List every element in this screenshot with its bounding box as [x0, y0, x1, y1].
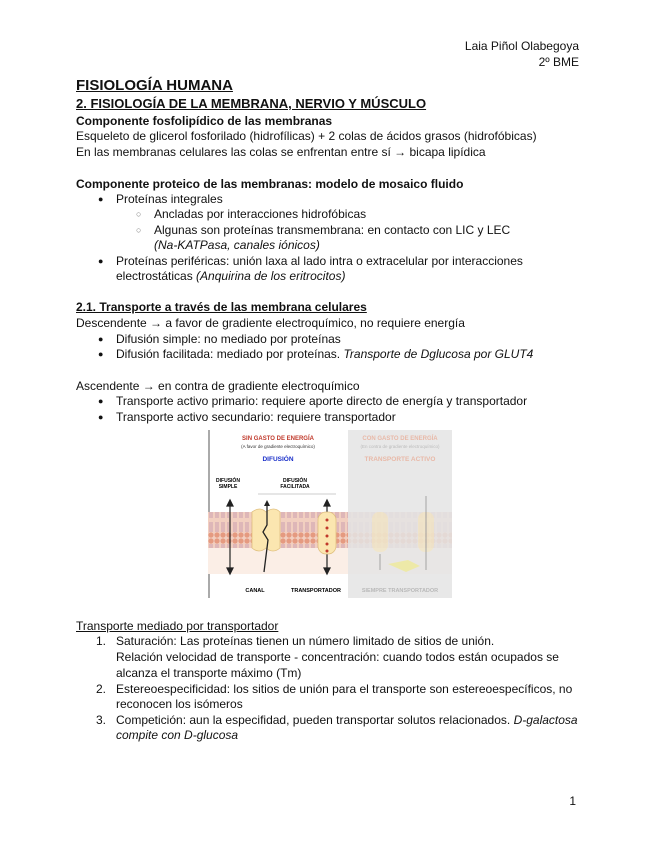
list-example: (Na-KATPasa, canales iónicos): [154, 238, 320, 252]
doc-title: FISIOLOGÍA HUMANA: [76, 77, 233, 94]
list-item: Estereoespecificidad: los sitios de unión para el transporte son estereoespecíficos, no: [116, 682, 573, 696]
bullet: ●: [98, 334, 104, 344]
list-item: Relación velocidad de transporte - concentración: cuando todos están ocupados se: [116, 650, 559, 664]
sub-bullet: ○: [136, 225, 142, 235]
subsection-title: 2.1. Transporte a través de las membrana celulares: [76, 300, 367, 314]
figure-label: FACILITADA: [280, 484, 310, 490]
text: Ascendente → en contra de gradiente electroquímico: [76, 379, 360, 393]
list-item: Transporte activo secundario: requiere transportador: [116, 410, 396, 424]
author: Laia Piñol Olabegoya: [464, 39, 579, 53]
list-item: alcanza el transporte máximo (Tm): [116, 666, 302, 680]
list-number: 2.: [96, 682, 107, 696]
list-item: Proteínas periféricas: unión laxa al lado intra o extracelular por interacciones: [116, 254, 523, 268]
figure-label: SIMPLE: [218, 484, 238, 490]
sub-bullet: ○: [136, 209, 142, 219]
bullet: ●: [98, 194, 104, 204]
course: 2º BME: [538, 55, 579, 69]
list-number: 3.: [96, 713, 107, 727]
figure-label: DIFUSIÓN: [216, 478, 240, 484]
list-example: D-galactosa: [513, 713, 578, 727]
list-item: Saturación: Las proteínas tienen un número limitado de sitios de unión.: [116, 634, 495, 648]
list-number: 1.: [96, 634, 107, 648]
figure-label-activo: TRANSPORTE ACTIVO: [364, 456, 436, 463]
page-number: 1: [569, 794, 576, 808]
figure-label-difusion: DIFUSIÓN: [262, 456, 294, 463]
list-item: Transporte activo primario: requiere aporte directo de energía y transportador: [116, 394, 528, 408]
bullet: ●: [98, 396, 104, 406]
bullet: ●: [98, 349, 104, 359]
list-item: Algunas son proteínas transmembrana: en contacto con LIC y LEC: [154, 223, 511, 237]
text: Competición: aun la especifidad, pueden transportar solutos relacionados.: [116, 713, 514, 727]
fosfo-line: Esqueleto de glicerol fosforilado (hidrofílicas) + 2 colas de ácidos grasos (hidrofóbicas): [76, 129, 537, 143]
figure-label-sin-gasto: SIN GASTO DE ENERGÍA: [242, 436, 314, 442]
mediado-heading: Transporte mediado por transportador: [76, 619, 279, 633]
figure-label-siempre: SIEMPRE TRANSPORTADOR: [361, 588, 439, 594]
list-item: reconocen los isómeros: [116, 697, 243, 711]
text: Descendente → a favor de gradiente electroquímico, no requiere energía: [76, 316, 465, 330]
text: electrostáticas: [116, 269, 197, 283]
list-item: Proteínas integrales: [116, 192, 223, 206]
proteico-heading: Componente proteico de las membranas: modelo de mosaico fluido: [76, 177, 464, 191]
figure-label: (En contra de gradiente electroquímico): [360, 444, 440, 449]
list-example: (Anquirina de los eritrocitos): [196, 269, 346, 283]
list-item: Ancladas por interacciones hidrofóbicas: [154, 207, 367, 221]
figure-label: DIFUSIÓN: [283, 478, 307, 484]
text: Difusión facilitada: mediado por proteínas.: [116, 347, 344, 361]
bullet: ●: [98, 256, 104, 266]
list-item: [116, 712, 578, 728]
fosfo-heading: Componente fosfolipídico de las membranas: [76, 114, 333, 128]
figure-label-canal: CANAL: [245, 588, 265, 594]
figure-label-con-gasto: CON GASTO DE ENERGÍA: [362, 436, 438, 442]
figure-label: (A favor de gradiente electroquímico): [241, 444, 315, 449]
list-item: [116, 268, 345, 284]
list-item: [116, 346, 533, 362]
membrane-transport-figure: [208, 430, 452, 598]
section-title: 2. FISIOLOGÍA DE LA MEMBRANA, NERVIO Y MÚSCULO: [76, 96, 427, 111]
fosfo-line: En las membranas celulares las colas se enfrentan entre sí → bicapa lipídica: [76, 145, 486, 159]
list-example: Transporte de Dglucosa por GLUT4: [343, 347, 534, 361]
list-example: compite con D-glucosa: [116, 728, 239, 742]
bullet: ●: [98, 412, 104, 422]
list-item: Difusión simple: no mediado por proteínas: [116, 332, 341, 346]
figure-label-transportador: TRANSPORTADOR: [290, 588, 342, 594]
